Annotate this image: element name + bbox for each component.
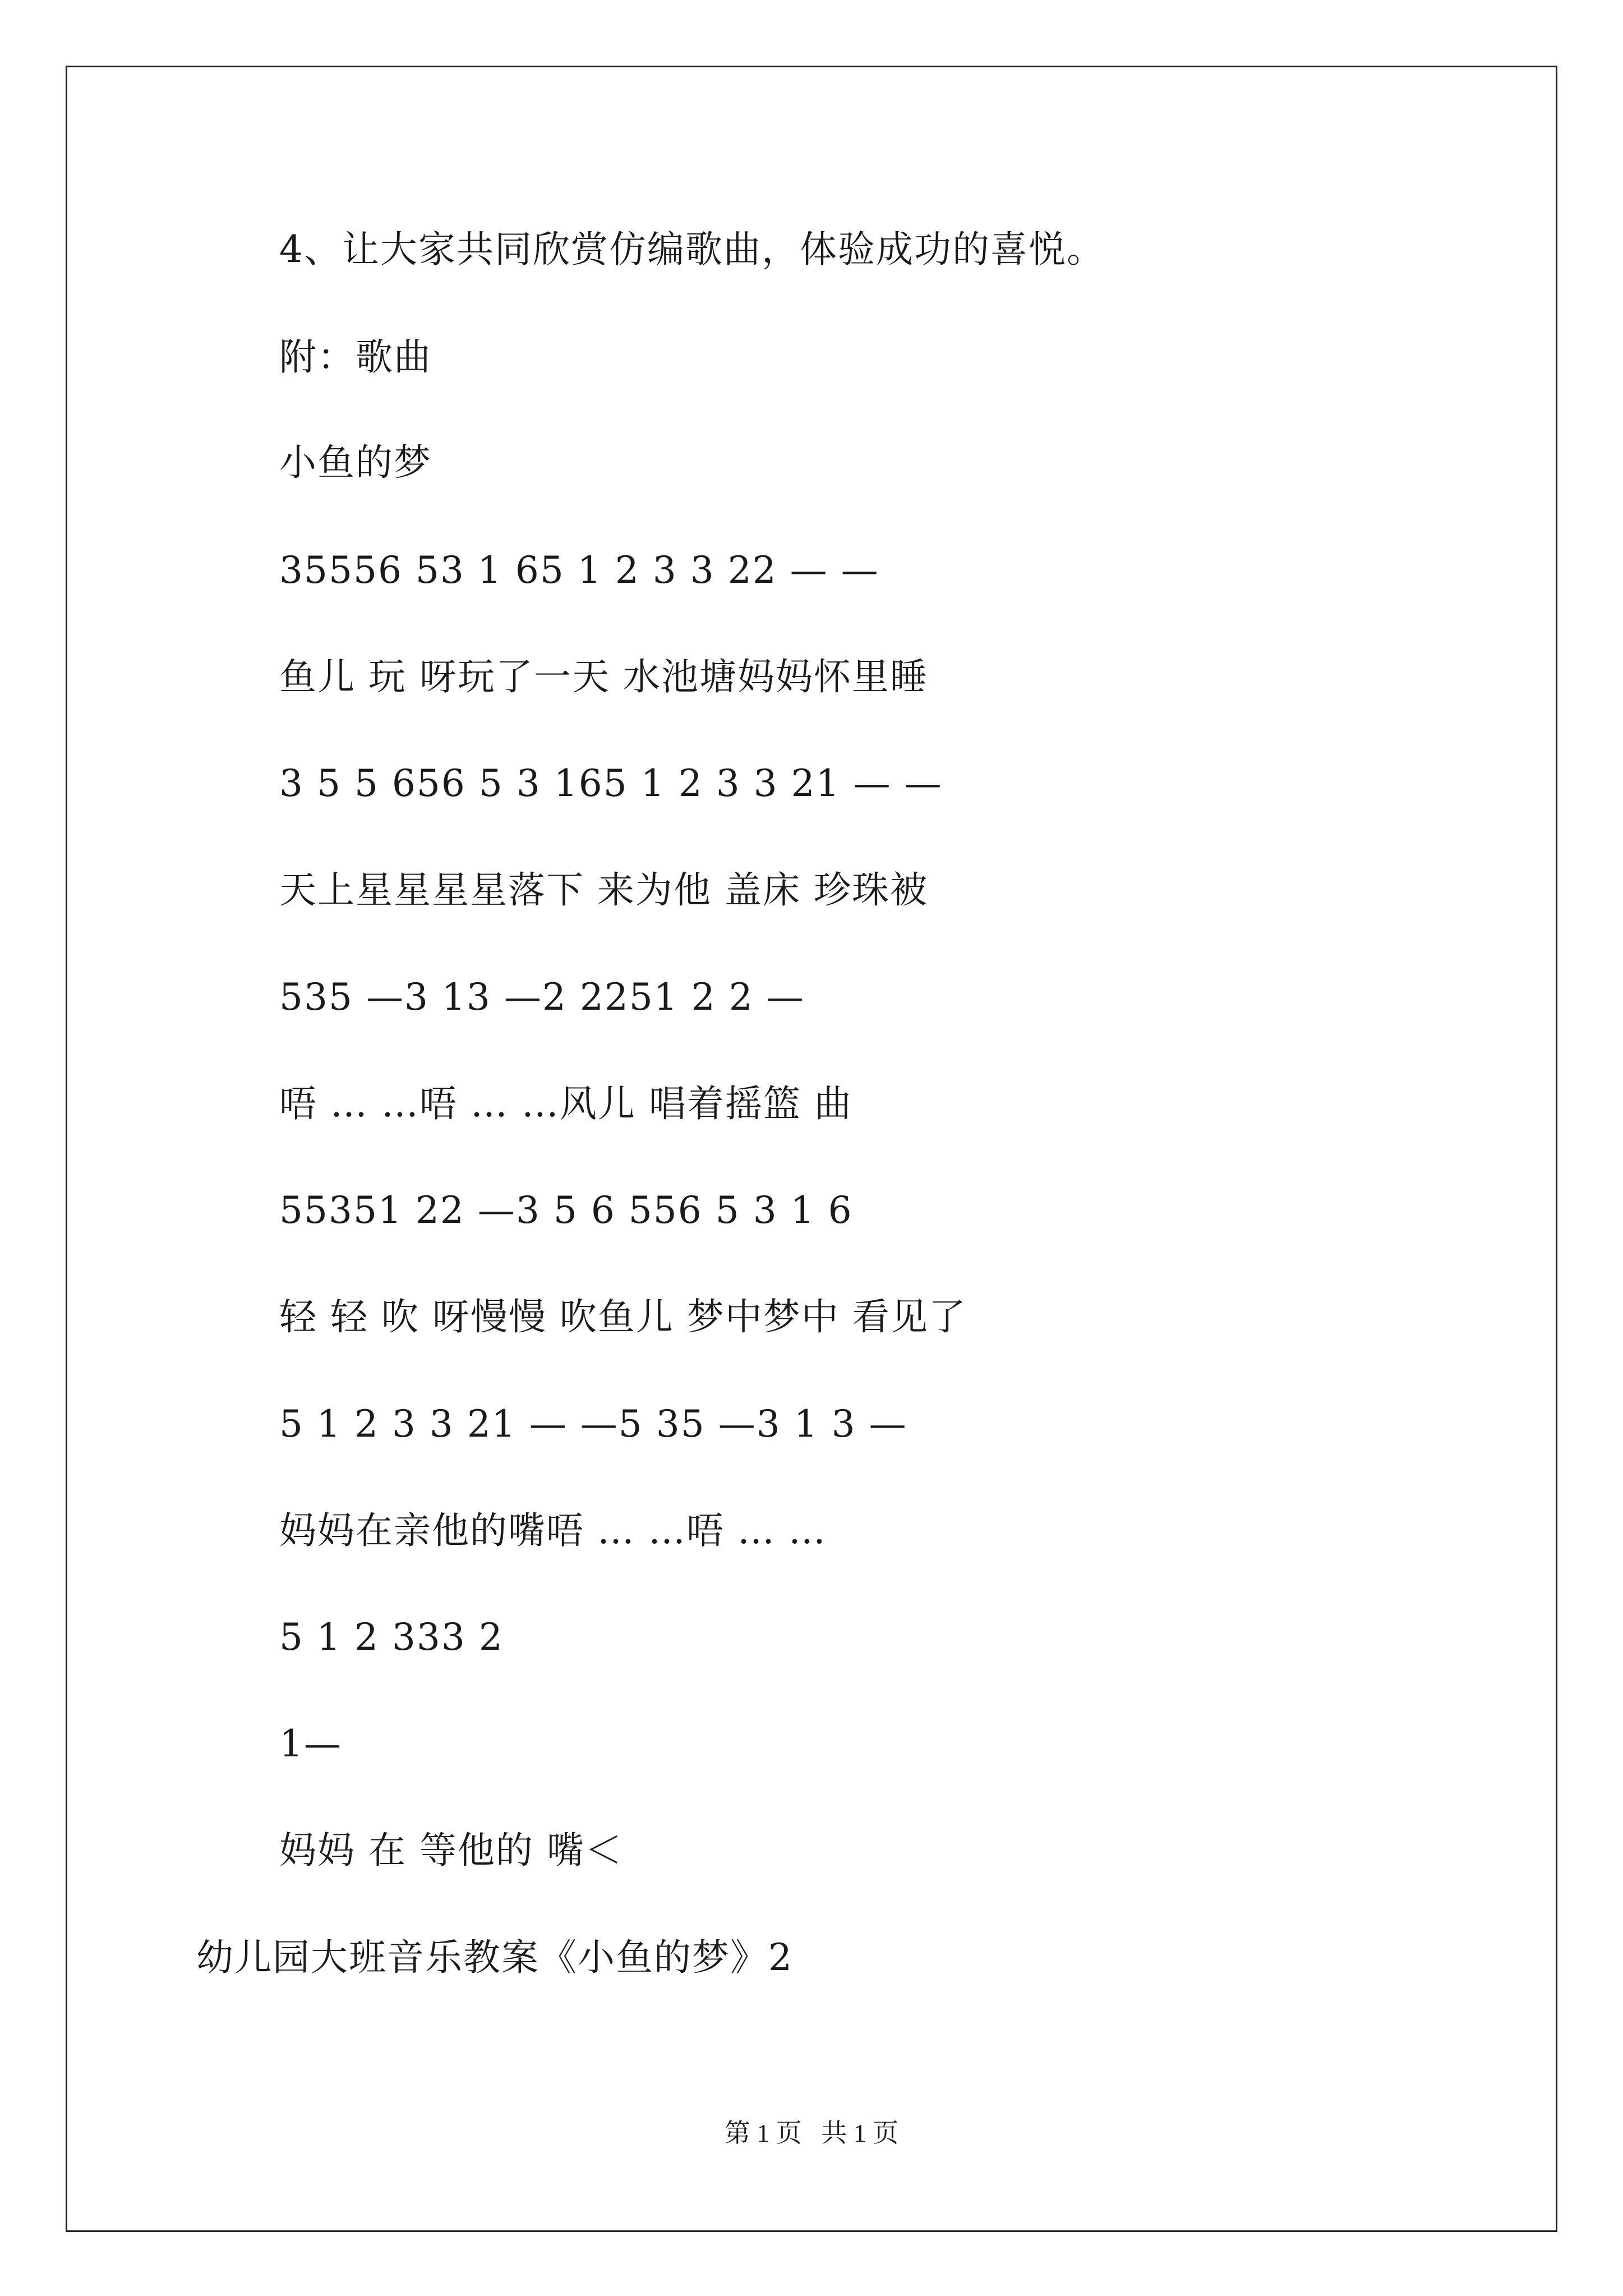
score-line: 1— <box>279 1722 342 1765</box>
score-line: 55351 22 —3 5 6 556 5 3 1 6 <box>279 1189 853 1232</box>
score-line: 35556 53 1 65 1 2 3 3 22 — — <box>279 549 879 592</box>
lyric-line: 天上星星星星落下 来为他 盖床 珍珠被 <box>279 868 928 912</box>
page-border <box>66 66 1557 2232</box>
lyric-line: 轻 轻 吹 呀慢慢 吹鱼儿 梦中梦中 看见了 <box>279 1295 967 1338</box>
lyric-line: 妈妈 在 等他的 嘴＜ <box>279 1829 623 1872</box>
lyric-line: 唔 … …唔 … …风儿 唱着摇篮 曲 <box>279 1082 852 1125</box>
score-line: 5 1 2 333 2 <box>279 1616 504 1659</box>
lyric-line: 鱼儿 玩 呀玩了一天 水池塘妈妈怀里睡 <box>279 655 928 698</box>
lyric-line: 妈妈在亲他的嘴唔 … …唔 … … <box>279 1509 827 1552</box>
page-number: 第 1 页 共 1 页 <box>724 2119 899 2147</box>
score-line: 3 5 5 656 5 3 165 1 2 3 3 21 — — <box>279 762 943 805</box>
text-line: 附：歌曲 <box>279 335 432 379</box>
score-line: 535 —3 13 —2 2251 2 2 — <box>279 976 805 1019</box>
score-line: 5 1 2 3 3 21 — —5 35 —3 1 3 — <box>279 1402 907 1446</box>
section-title: 幼儿园大班音乐教案《小鱼的梦》2 <box>196 1936 793 1979</box>
song-title: 小鱼的梦 <box>279 441 432 484</box>
text-line: 4、让大家共同欣赏仿编歌曲，体验成功的喜悦。 <box>279 228 1105 271</box>
